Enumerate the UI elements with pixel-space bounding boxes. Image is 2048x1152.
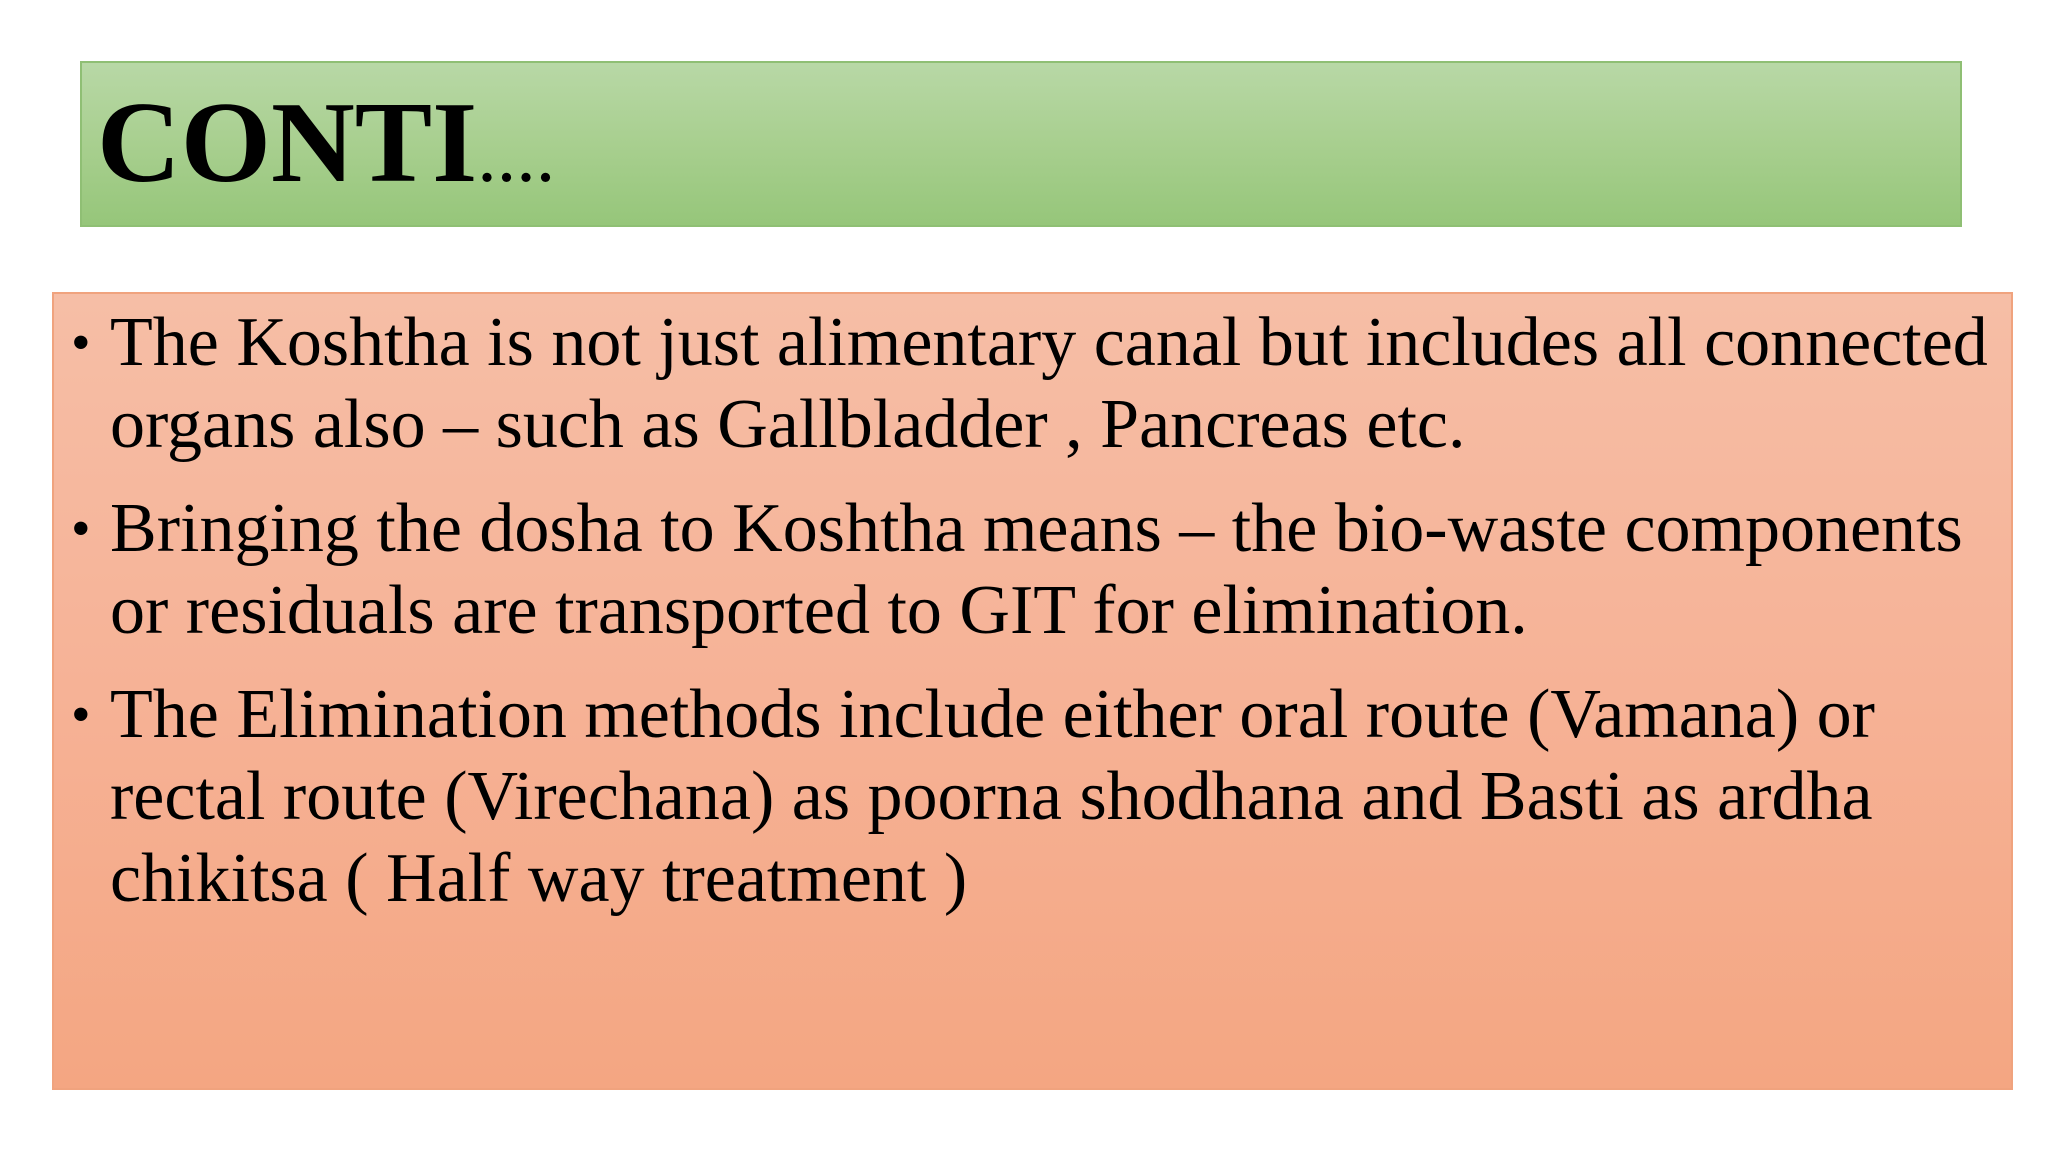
bullet-item	[54, 488, 2011, 652]
bullet-dot-icon: •	[71, 498, 91, 560]
bullet-dot-icon: •	[71, 684, 91, 746]
bullet-dot-icon: •	[71, 312, 91, 374]
bullet-text: The Koshtha is not just alimentary canal but includes all connected organs also – such as Gallbladder , Pancreas etc.	[110, 304, 1988, 463]
bullet-item	[54, 302, 2011, 466]
content-box	[52, 292, 2013, 1090]
bullet-text: The Elimination methods include either oral route (Vamana) or rectal route (Virechana) as poorna shodhana and Basti as ardha chikitsa ( Half way treatment )	[110, 676, 1875, 917]
title-banner	[80, 61, 1962, 227]
title-ellipsis: ....	[477, 111, 556, 198]
bullet-item	[54, 674, 2011, 920]
slide-title	[97, 79, 556, 207]
bullet-text: Bringing the dosha to Koshtha means – the bio-waste components or residuals are transported to GIT for elimination.	[110, 490, 1963, 649]
title-main-text: CONTI	[97, 79, 478, 207]
bullet-list	[54, 302, 2011, 942]
